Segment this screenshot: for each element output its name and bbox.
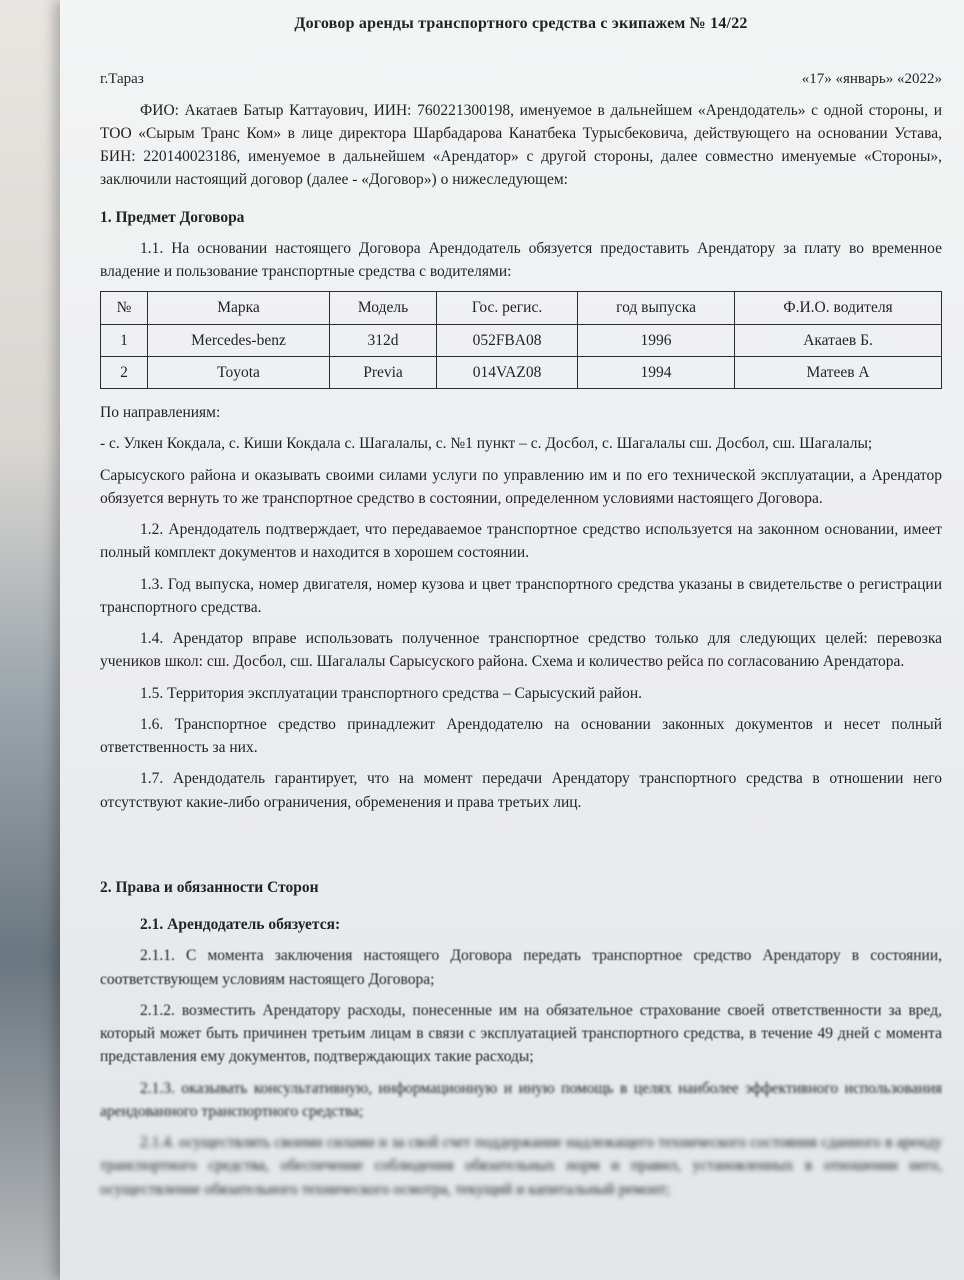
clause-2-1-3: 2.1.3. оказывать консультативную, информационную и иную помощь в целях наиболее эффективного использования арендованного транспортного средства;	[100, 1079, 942, 1120]
section2-heading: 2. Права и обязанности Сторон	[100, 878, 319, 896]
table-cell: Матеев А	[735, 356, 942, 388]
district-paragraph: Сарысуского района и оказывать своими силами услуги по управлению им и по его технической эксплуатации, а Арендатор обязуется вернуть то же транспортное средство в состоянии, определенном условиями настоящего Договора.	[100, 466, 942, 507]
clause-2-1-2: 2.1.2. возместить Арендатору расходы, понесенные им на обязательное страхование своей ответственности за вред, который может быть причинен третьим лицам в связи с эксплуатацией транспортного средства, в течение 49 дней с момента представления ему документов, подтверждающих такие расходы;	[100, 1001, 942, 1066]
directions-label: По направлениям:	[100, 404, 221, 421]
table-cell: 014VAZ08	[437, 356, 578, 388]
col-year: год выпуска	[578, 292, 735, 324]
table-cell: Previa	[330, 356, 437, 388]
table-cell: 2	[101, 356, 148, 388]
vehicle-table	[100, 291, 942, 389]
col-model: Модель	[330, 292, 437, 324]
table-cell: Toyota	[147, 356, 329, 388]
table-row	[101, 356, 942, 388]
table-cell: Акатаев Б.	[735, 324, 942, 356]
section2-subheading: 2.1. Арендодатель обязуется:	[140, 916, 341, 933]
document-title: Договор аренды транспортного средства с экипажем № 14/22	[294, 15, 748, 32]
table-cell: 312d	[330, 324, 437, 356]
contract-date: «17» «январь» «2022»	[801, 71, 942, 87]
directions-list: - с. Улкен Кокдала, с. Киши Кокдала с. Шагалалы, с. №1 пункт – с. Досбол, с. Шагалалы сш. Досбол, сш. Шагалалы;	[100, 435, 873, 453]
clause-2-1-4: 2.1.4. осуществлять своими силами и за свой счет поддержание надлежащего технического состояния сданного в аренду транспортного средства, обеспечение соблюдения обязательных норм и правил, установленных в отношении него, осуществление обязательного технического осмотра, текущий и капитальный ремонт;	[100, 1134, 942, 1198]
table-row	[101, 324, 942, 356]
col-number: №	[101, 292, 148, 324]
clause-1-1: 1.1. На основании настоящего Договора Арендодатель обязуется предоставить Арендатору за плату во временное владение и пользование транспортные средства с водителями:	[100, 239, 942, 280]
section-gap	[100, 822, 942, 862]
clause-1-4: 1.4. Арендатор вправе использовать полученное транспортное средство только для следующих целей: перевозка учеников школ: сш. Досбол, сш. Шагалалы Сарысуского района. Схема и количество рейса по согласованию Арендатора.	[100, 630, 942, 671]
clause-1-3: 1.3. Год выпуска, номер двигателя, номер кузова и цвет транспортного средства указаны в свидетельстве о регистрации транспортного средства.	[100, 575, 942, 616]
clause-1-7: 1.7. Арендодатель гарантирует, что на момент передачи Арендатору транспортного средства в отношении него отсутствуют какие-либо ограничения, обременения и права третьих лиц.	[100, 770, 942, 811]
table-header-row	[101, 292, 942, 324]
clause-1-2: 1.2. Арендодатель подтверждает, что передаваемое транспортное средство используется на законном основании, имеет полный комплект документов и находится в хорошем состоянии.	[100, 521, 942, 562]
clause-1-6: 1.6. Транспортное средство принадлежит Арендодателю на основании законных документов и несет полный ответственность за них.	[100, 715, 942, 756]
intro-paragraph: ФИО: Акатаев Батыр Каттауович, ИИН: 760221300198, именуемое в дальнейшем «Арендодатель» с одной стороны, и ТОО «Сырым Транс Ком» в лице директора Шарбадарова Канатбека Турысбековича, действующего на основании Устава, БИН: 220140023186, именуемое в дальнейшем «Арендатор» с другой стороны, далее совместно именуемые «Стороны», заключили настоящий договор (далее - «Договор») о нижеследующем:	[100, 101, 942, 189]
table-cell: 1994	[578, 356, 735, 388]
table-cell: 052FBA08	[437, 324, 578, 356]
table-cell: 1996	[578, 324, 735, 356]
city: г.Тараз	[100, 71, 144, 87]
col-brand: Марка	[147, 292, 329, 324]
col-reg: Гос. регис.	[437, 292, 578, 324]
section1-heading: 1. Предмет Договора	[100, 208, 245, 226]
table-cell: 1	[101, 324, 148, 356]
table-cell: Mercedes-benz	[147, 324, 329, 356]
document-page	[60, 0, 964, 1280]
clause-2-1-1: 2.1.1. С момента заключения настоящего Договора передать транспортное средство Арендатору в состоянии, соответствующем условиям настоящего Договора;	[100, 947, 942, 988]
col-driver: Ф.И.О. водителя	[735, 292, 942, 324]
clause-1-5: 1.5. Территория эксплуатации транспортного средства – Сарысуский район.	[140, 684, 643, 702]
place-date-row	[100, 68, 942, 91]
